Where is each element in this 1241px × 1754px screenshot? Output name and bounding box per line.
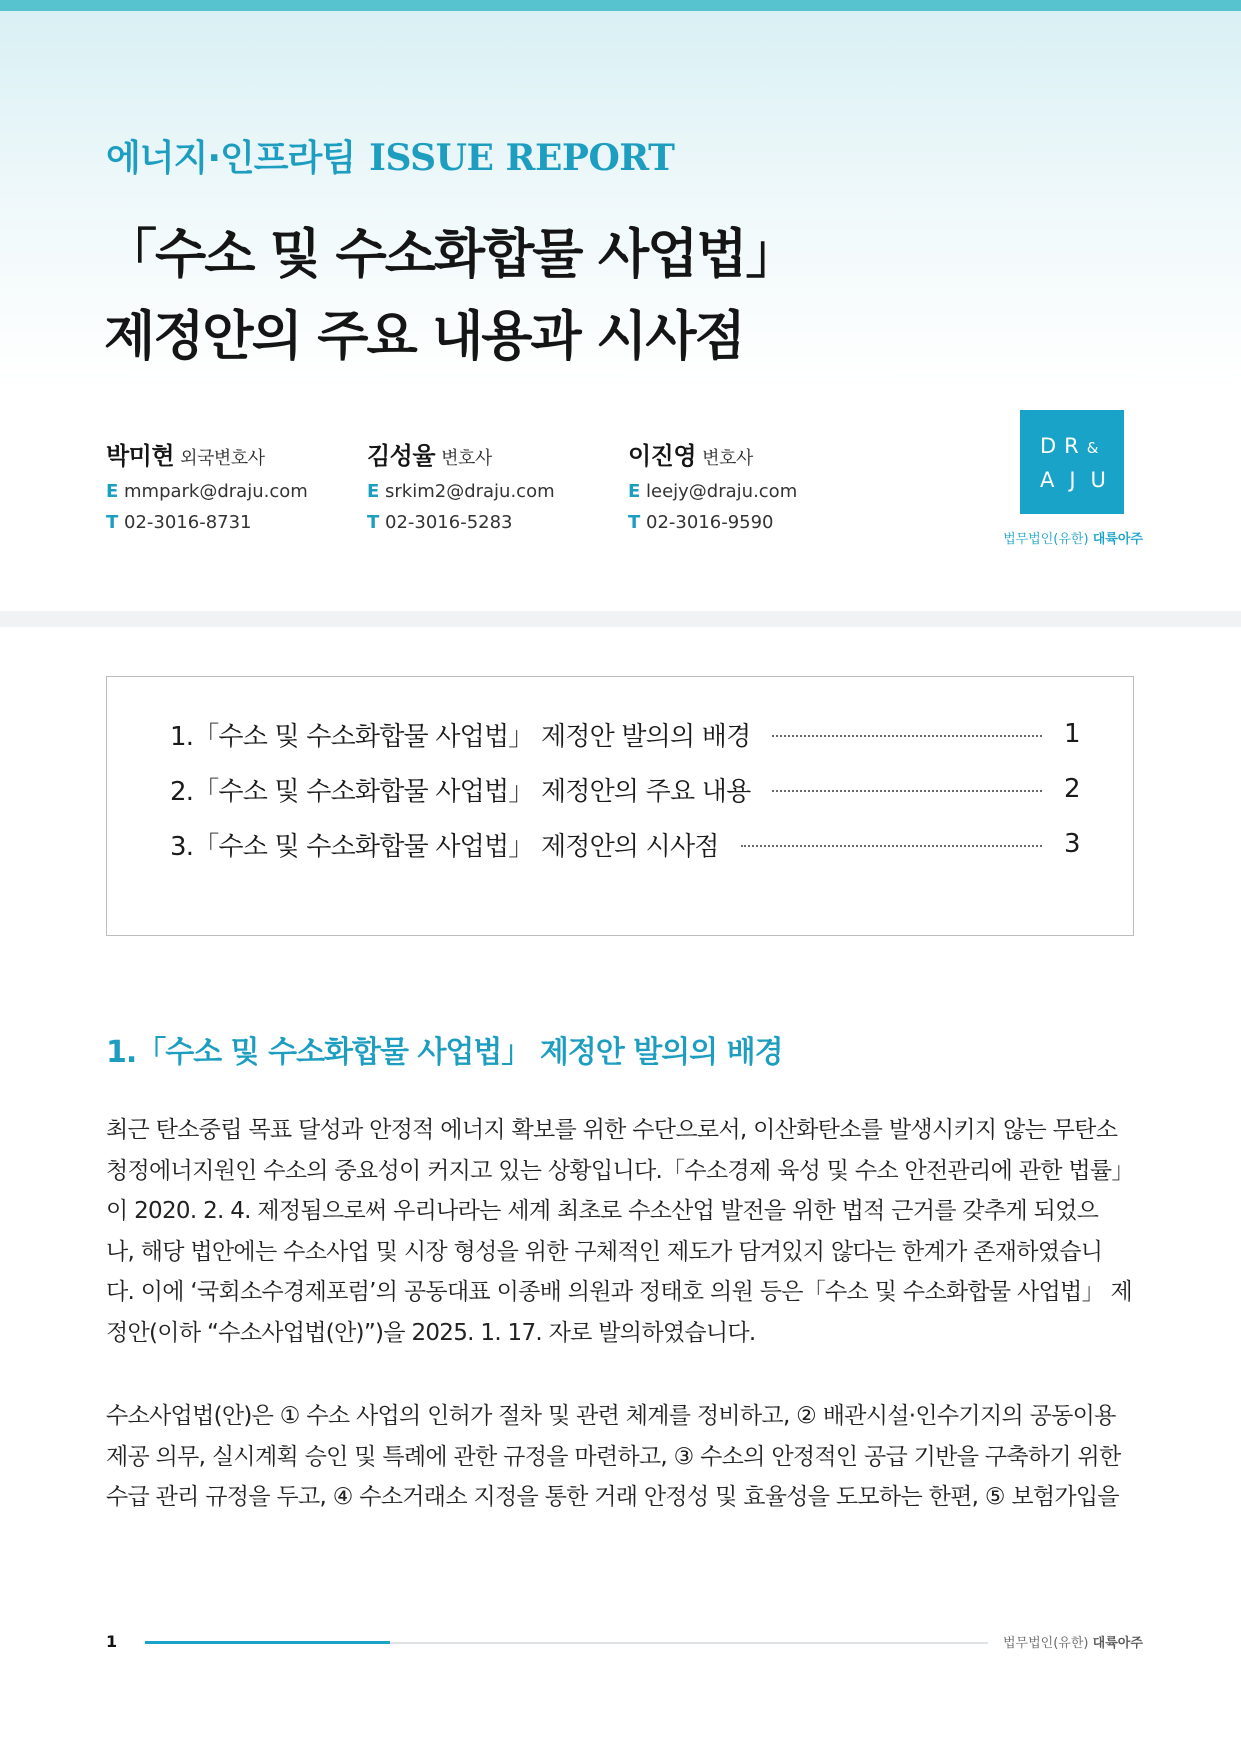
report-type: ISSUE REPORT	[369, 137, 675, 179]
email-label: E	[628, 481, 641, 502]
author-phone	[367, 512, 617, 533]
title-line-2: 제정안의 주요 내용과 시사점	[104, 306, 744, 367]
email-address[interactable]: srkim2@draju.com	[385, 481, 555, 502]
toc-dot-leader	[772, 735, 1042, 737]
footer-firm-prefix: 법무법인(유한)	[1003, 1636, 1089, 1651]
author-name: 박미현	[106, 442, 175, 470]
email-label: E	[106, 481, 119, 502]
phone-label: T	[367, 512, 380, 533]
phone-number: 02-3016-9590	[646, 512, 774, 533]
page-title	[104, 214, 797, 378]
logo-caption-name: 대륙아주	[1092, 532, 1143, 547]
paragraph-line: 이 2020. 2. 4. 제정됨으로써 우리나라는 세계 최초로 수소산업 발전을 위한 법적 근거를 갖추게 되었으	[106, 1198, 1099, 1224]
toc-item-label[interactable]: 3.「수소 및 수소화합물 사업법」 제정안의 시사점	[170, 831, 719, 862]
author-email[interactable]	[628, 481, 878, 502]
footer-firm-label: 대륙아주	[1092, 1636, 1143, 1651]
phone-label: T	[628, 512, 641, 533]
author-name: 이진영	[628, 442, 697, 470]
paragraph-line: 정안(이하 “수소사업법(안)”)을 2025. 1. 17. 자로 발의하였습니다.	[106, 1319, 756, 1346]
paragraph-line: 청정에너지원인 수소의 중요성이 커지고 있는 상황입니다.「수소경제 육성 및 수소 안전관리에 관한 법률」	[106, 1157, 1134, 1184]
section-heading: 1.「수소 및 수소화합물 사업법」 제정안 발의의 배경	[106, 1035, 783, 1070]
report-kicker	[106, 130, 674, 181]
author-name: 김성율	[367, 442, 436, 470]
logo-ampersand: &	[1086, 439, 1099, 457]
title-line-1: 「수소 및 수소화합물 사업법」	[104, 224, 797, 285]
toc-item-label[interactable]: 1.「수소 및 수소화합물 사업법」 제정안 발의의 배경	[170, 721, 751, 752]
firm-logo-caption	[1003, 528, 1143, 547]
paragraph-line: 수소사업법(안)은 ① 수소 사업의 인허가 절차 및 관련 체계를 정비하고, ② 배관시설·인수기지의 공동이용	[106, 1403, 1116, 1429]
table-of-contents	[106, 676, 1134, 936]
email-address[interactable]: mmpark@draju.com	[124, 481, 308, 502]
paragraph-line: 나, 해당 법안에는 수소사업 및 시장 형성을 위한 구체적인 제도가 담겨있지 않다는 한계가 존재하였습니	[106, 1238, 1103, 1265]
paragraph-line: 제공 의무, 실시계획 승인 및 특례에 관한 규정을 마련하고, ③ 수소의 안정적인 공급 기반을 구축하기 위한	[106, 1443, 1121, 1470]
author-card	[367, 436, 617, 533]
author-phone	[106, 512, 356, 533]
footer-firm-name	[1003, 1632, 1143, 1651]
author-email[interactable]	[106, 481, 356, 502]
author-email[interactable]	[367, 481, 617, 502]
author-role: 외국변호사	[180, 448, 265, 469]
logo-text-aju: AJU	[1040, 468, 1121, 492]
toc-item-1[interactable]	[170, 717, 1080, 751]
toc-page-number: 1	[1064, 719, 1081, 749]
page-number: 1	[106, 1632, 118, 1651]
footer-rule-accent	[145, 1641, 390, 1644]
paragraph-line: 최근 탄소중립 목표 달성과 안정적 에너지 확보를 위한 수단으로서, 이산화탄소를 발생시키지 않는 무탄소	[106, 1117, 1118, 1143]
author-card	[628, 436, 878, 533]
phone-label: T	[106, 512, 119, 533]
author-role: 변호사	[441, 448, 492, 469]
toc-item-3[interactable]	[170, 827, 1080, 861]
toc-item-label[interactable]: 2.「수소 및 수소화합물 사업법」 제정안의 주요 내용	[170, 776, 751, 807]
logo-caption-prefix: 법무법인(유한)	[1003, 532, 1089, 547]
toc-page-number: 3	[1064, 829, 1081, 859]
page-footer	[0, 1628, 1241, 1658]
toc-item-2[interactable]	[170, 772, 1080, 806]
team-name: 에너지·인프라팀	[106, 138, 356, 179]
top-accent-bar	[0, 0, 1241, 11]
paragraph-line: 수급 관리 규정을 두고, ④ 수소거래소 지정을 통한 거래 안정성 및 효율성을 도모하는 한편, ⑤ 보험가입을	[106, 1484, 1119, 1510]
phone-number: 02-3016-8731	[124, 512, 252, 533]
email-label: E	[367, 481, 380, 502]
author-role: 변호사	[702, 448, 753, 469]
author-card	[106, 436, 356, 533]
toc-dot-leader	[772, 790, 1042, 792]
author-phone	[628, 512, 878, 533]
paragraph-line: 다. 이에 ‘국회소수경제포럼’의 공동대표 이종배 의원과 정태호 의원 등은「수소 및 수소화합물 사업법」 제	[106, 1279, 1133, 1305]
toc-dot-leader	[741, 845, 1042, 847]
body-paragraph-1	[106, 1110, 1136, 1353]
logo-text-dr: DR	[1040, 434, 1087, 458]
body-paragraph-2	[106, 1396, 1136, 1518]
email-address[interactable]: leejy@draju.com	[646, 481, 798, 502]
firm-logo	[1020, 410, 1124, 514]
phone-number: 02-3016-5283	[385, 512, 513, 533]
header-divider	[0, 611, 1241, 627]
toc-page-number: 2	[1064, 774, 1081, 804]
